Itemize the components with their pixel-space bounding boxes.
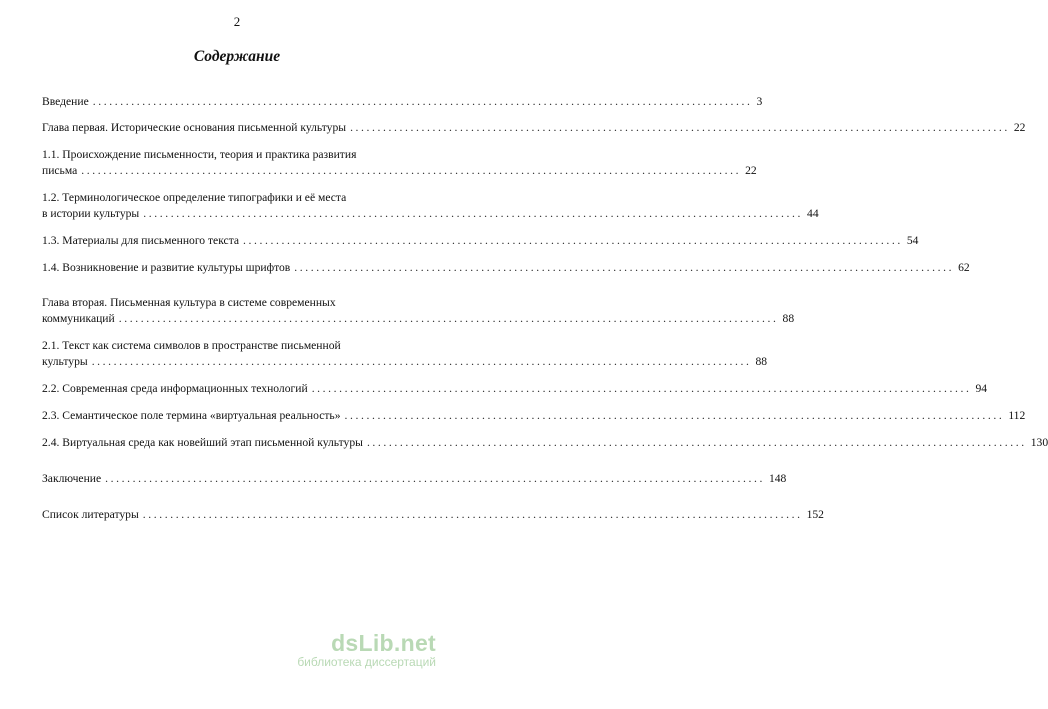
toc-entry-2-1 [42,338,768,370]
toc-page-number: 130 [1030,436,1048,449]
watermark [297,630,436,669]
toc-entry-text: 2.4. Виртуальная среда как новейший этап письменной культуры [42,436,363,449]
toc-entry-text: 1.3. Материалы для письменного текста [42,234,240,247]
toc-entry-chapter-2 [42,295,795,327]
toc-page-number: 44 [807,207,819,220]
toc-page-number: 94 [975,382,988,395]
toc-entry-text: Глава вторая. Письменная культура в системе современных [42,296,336,309]
toc-leader-dots: ........................................................................................................................ [311,382,972,395]
toc-entry-text: Введение [42,95,89,108]
toc-entry-chapter-1 [42,120,1026,136]
toc-entry-conclusion [42,471,787,487]
toc-entry-1-2 [42,190,819,222]
toc-leader-dots: ........................................................................................................................ [81,164,742,177]
table-of-contents [42,94,1048,523]
toc-page-number: 148 [768,472,787,485]
toc-leader-dots: ........................................................................................................................ [92,95,753,108]
toc-entry-text: Глава первая. Исторические основания письменной культуры [42,121,347,134]
toc-entry-text: 2.1. Текст как система символов в пространстве письменной [42,339,341,352]
toc-leader-dots: ........................................................................................................................ [105,472,765,485]
toc-leader-dots: ........................................................................................................................ [243,234,903,247]
toc-page-number: 88 [755,355,768,368]
toc-entry-1-4 [42,260,970,276]
page-title: Содержание [193,48,281,65]
toc-page-number: 88 [782,312,795,325]
page-number: 2 [233,14,241,29]
toc-entry-text-continued: в истории культуры [42,207,140,220]
toc-leader-dots: ........................................................................................................................ [143,207,804,220]
watermark-subtitle: библиотека диссертаций [297,655,436,669]
toc-page-number: 152 [806,508,824,521]
toc-entry-text: 2.3. Семантическое поле термина «виртуальная реальность» [42,409,341,422]
toc-leader-dots: ........................................................................................................................ [344,409,1005,422]
toc-entry-text: Список литературы [42,508,139,521]
toc-entry-introduction [42,94,763,110]
toc-leader-dots: ........................................................................................................................ [350,121,1010,134]
toc-page-number: 3 [756,95,763,108]
toc-entry-2-3 [42,408,1026,424]
toc-entry-text: 1.4. Возникновение и развитие культуры шрифтов [42,261,291,274]
toc-entry-text: 1.1. Происхождение письменности, теория и практика развития [42,148,357,161]
toc-page-number: 22 [745,164,757,177]
toc-leader-dots: ........................................................................................................................ [366,436,1027,449]
toc-entry-1-3 [42,233,919,249]
toc-entry-bibliography [42,507,824,523]
toc-entry-text-continued: культуры [42,355,88,368]
toc-entry-2-4 [42,435,1048,451]
toc-entry-text: 2.2. Современная среда информационных технологий [42,382,308,395]
toc-entry-2-2 [42,381,988,397]
toc-page-number: 22 [1013,121,1026,134]
toc-leader-dots: ........................................................................................................................ [142,508,803,521]
toc-leader-dots: ........................................................................................................................ [118,312,779,325]
watermark-logo: dsLib.net [331,630,436,656]
toc-entry-text: 1.2. Терминологическое определение типографики и её места [42,191,347,204]
toc-leader-dots: ........................................................................................................................ [91,355,752,368]
toc-entry-text-continued: письма [42,164,78,177]
toc-entry-text: Заключение [42,472,102,485]
toc-page-number: 54 [906,234,919,247]
toc-page-number: 62 [958,261,970,274]
toc-page-number: 112 [1008,409,1026,422]
toc-entry-text-continued: коммуникаций [42,312,115,325]
toc-entry-1-1 [42,147,757,179]
toc-leader-dots: ........................................................................................................................ [294,261,955,274]
